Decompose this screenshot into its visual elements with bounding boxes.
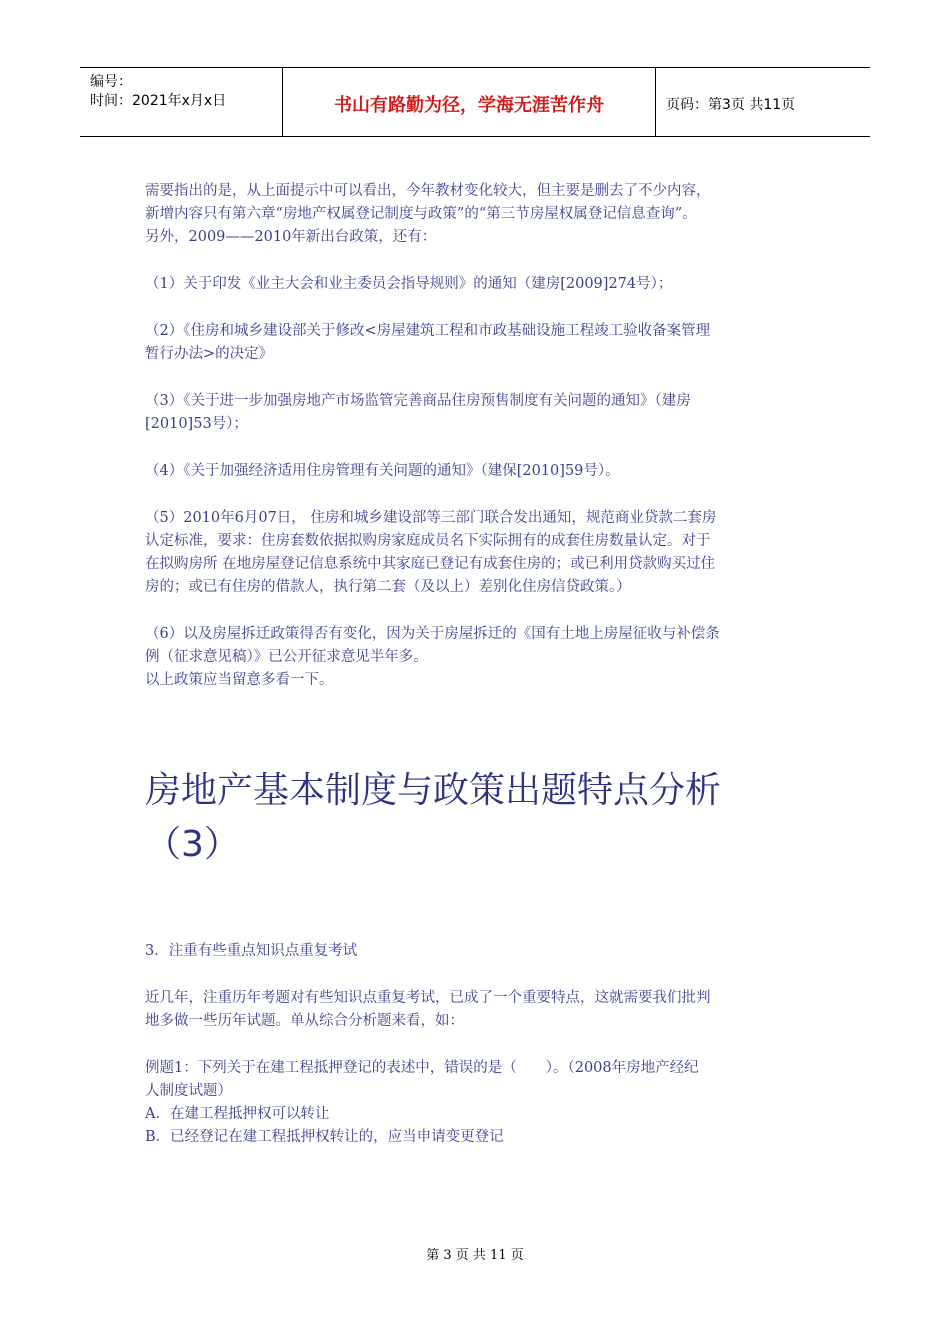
header-page-info: 页码：第3页 共11页 <box>666 97 796 113</box>
text-line: 认定标准，要求：住房套数依据拟购房家庭成员名下实际拥有的成套住房数量认定。对于 <box>145 533 711 549</box>
text-line: 以上政策应当留意多看一下。 <box>145 672 334 688</box>
section-paragraph <box>145 987 815 1033</box>
intro-paragraph <box>145 180 815 249</box>
text-line: 暂行办法>的决定》 <box>145 346 274 362</box>
text-line: （1）关于印发《业主大会和业主委员会指导规则》的通知（建房[2009]274号）； <box>145 276 673 292</box>
option-a: A．在建工程抵押权可以转让 <box>145 1106 330 1122</box>
text-line: 需要指出的是，从上面提示中可以看出，今年教材变化较大，但主要是删去了不少内容， <box>145 183 711 199</box>
text-line: 房的；或已有住房的借款人，执行第二套（及以上）差别化住房信贷政策。） <box>145 579 631 595</box>
text-line: 人制度试题） <box>145 1083 232 1099</box>
text-line: [2010]53号）； <box>145 416 248 432</box>
text-line: （2）《住房和城乡建设部关于修改<房屋建筑工程和市政基础设施工程竣工验收备案管理 <box>145 323 711 339</box>
text-line: 另外，2009——2010年新出台政策，还有： <box>145 229 437 245</box>
policy-item-3 <box>145 390 815 436</box>
example-question <box>145 1057 815 1149</box>
document-body <box>145 180 815 1149</box>
number-label: 编号： <box>90 74 132 90</box>
policy-item-2 <box>145 320 815 366</box>
header-meta <box>80 68 282 136</box>
text-line: 在拟购房所 在地房屋登记信息系统中其家庭已登记有成套住房的；或已利用贷款购买过住 <box>145 556 716 572</box>
section-title-line: 房地产基本制度与政策出题特点分析 <box>145 770 722 811</box>
text-line: 地多做一些历年试题。单从综合分析题来看，如： <box>145 1013 464 1029</box>
policy-item-6 <box>145 623 815 692</box>
text-line: 例（征求意见稿）》已公开征求意见半年多。 <box>145 649 428 665</box>
header-motto: 书山有路勤为径，学海无涯苦作舟 <box>282 68 656 136</box>
text-line: （3）《关于进一步加强房地产市场监管完善商品住房预售制度有关问题的通知》（建房 <box>145 393 691 409</box>
text-line: （6）以及房屋拆迁政策得否有变化，因为关于房屋拆迁的《国有土地上房屋征收与补偿条 <box>145 626 720 642</box>
page-header <box>80 67 870 137</box>
section-heading: 3．注重有些重点知识点重复考试 <box>145 943 358 959</box>
policy-item-4 <box>145 460 815 483</box>
text-line: 例题1：下列关于在建工程抵押登记的表述中，错误的是（ ）。（2008年房地产经纪 <box>145 1060 699 1076</box>
text-line: 新增内容只有第六章“房地产权属登记制度与政策”的“第三节房屋权属登记信息查询”。 <box>145 206 697 222</box>
policy-item-5 <box>145 507 815 599</box>
section-title <box>145 764 815 872</box>
policy-item-1 <box>145 273 815 296</box>
page-footer: 第 3 页 共 11 页 <box>426 1248 524 1263</box>
date-label: 时间：2021年x月x日 <box>90 93 227 109</box>
text-line: 近几年，注重历年考题对有些知识点重复考试，已成了一个重要特点，这就需要我们批判 <box>145 990 711 1006</box>
option-b: B．已经登记在建工程抵押权转让的，应当申请变更登记 <box>145 1129 504 1145</box>
text-line: （5）2010年6月07日， 住房和城乡建设部等三部门联合发出通知，规范商业贷款二套房 <box>145 510 717 526</box>
section-title-line: （3） <box>145 824 240 865</box>
text-line: （4）《关于加强经济适用住房管理有关问题的通知》（建保[2010]59号）。 <box>145 463 620 479</box>
